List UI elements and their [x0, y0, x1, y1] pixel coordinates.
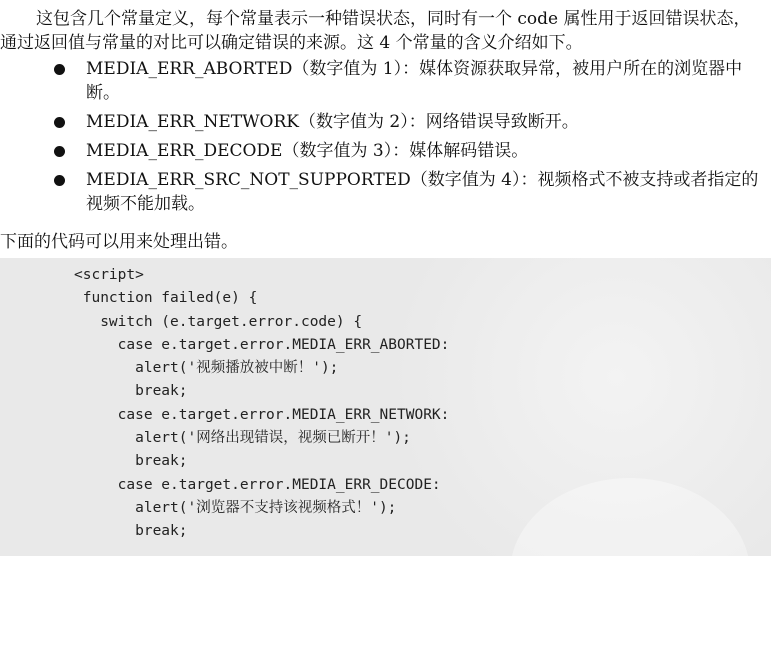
code-line: alert('浏览器不支持该视频格式！'); [74, 499, 397, 516]
code-line: alert('视频播放被中断！'); [74, 360, 339, 377]
code-line: case e.target.error.MEDIA_ERR_ABORTED: [74, 336, 450, 353]
list-item [0, 110, 766, 134]
bullet-icon [54, 146, 65, 157]
constant-text: MEDIA_ERR_SRC_NOT_SUPPORTED（数字值为 4）：视频格式不被支持或者指定的视频不能加载。 [86, 170, 759, 214]
intro-paragraph: 这包含几个常量定义，每个常量表示一种错误状态，同时有一个 code 属性用于返回错误状态，通过返回值与常量的对比可以确定错误的来源。这 4 个常量的含义介绍如下。 [0, 9, 751, 53]
constants-list [0, 57, 766, 221]
bullet-icon [54, 175, 65, 186]
code-listing [74, 264, 449, 544]
code-line: <script> [74, 267, 144, 283]
code-line: case e.target.error.MEDIA_ERR_DECODE: [74, 476, 441, 493]
code-intro-text: 下面的代码可以用来处理出错。 [0, 232, 238, 252]
code-line: alert('网络出现错误，视频已断开！'); [74, 430, 411, 447]
code-line: case e.target.error.MEDIA_ERR_NETWORK: [74, 406, 450, 423]
constant-text: MEDIA_ERR_NETWORK（数字值为 2）：网络错误导致断开。 [86, 112, 579, 132]
bullet-icon [54, 64, 65, 75]
constant-text: MEDIA_ERR_ABORTED（数字值为 1）：媒体资源获取异常，被用户所在的浏览器中断。 [86, 59, 743, 103]
list-item [0, 57, 766, 105]
code-line: break; [74, 383, 188, 400]
code-line: function failed(e) { [74, 290, 258, 307]
list-item [0, 139, 766, 163]
watermark [510, 478, 750, 668]
code-block [0, 258, 771, 556]
code-line: switch (e.target.error.code) { [74, 313, 363, 330]
bullet-icon [54, 117, 65, 128]
constant-text: MEDIA_ERR_DECODE（数字值为 3）：媒体解码错误。 [86, 141, 529, 161]
code-line: break; [74, 523, 188, 540]
list-item [0, 168, 766, 216]
code-line: break; [74, 453, 188, 470]
